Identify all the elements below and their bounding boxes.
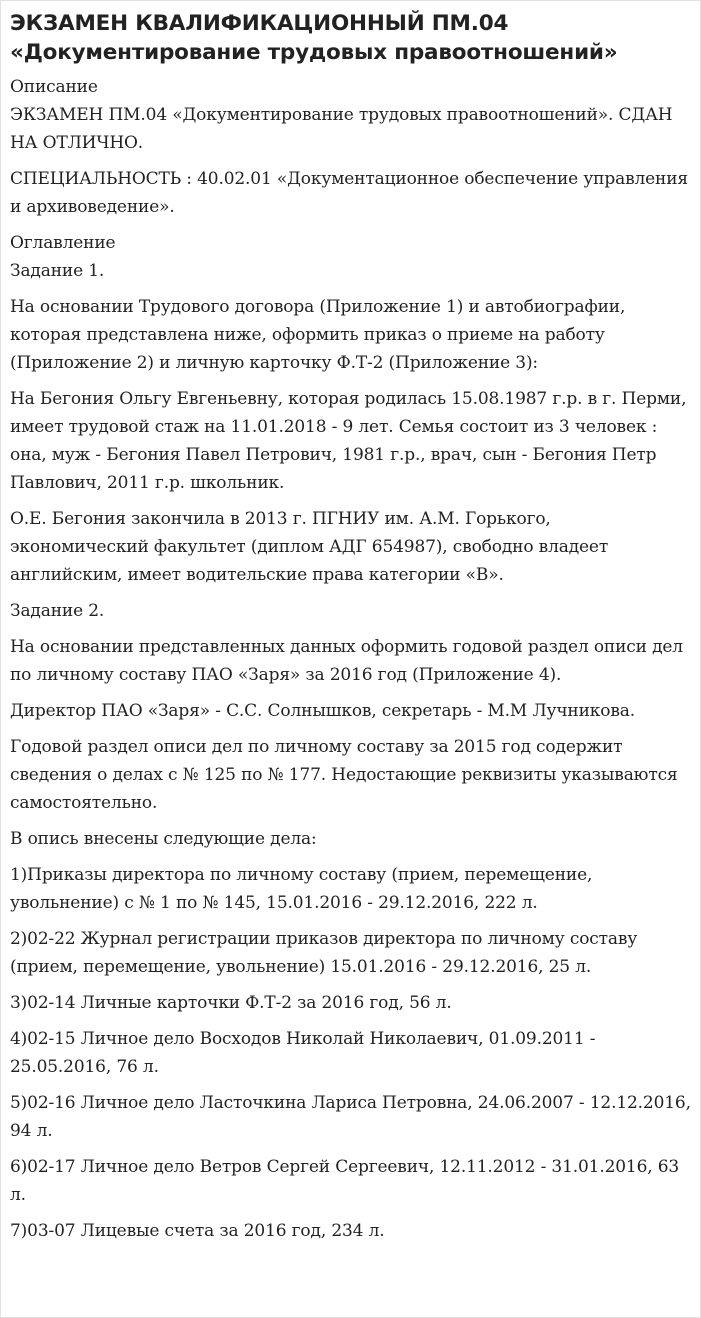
exam-status-text: ЭКЗАМЕН ПМ.04 «Документирование трудовых правоотношений». СДАН НА ОТЛИЧНО.	[10, 105, 673, 153]
page-title	[10, 9, 692, 67]
task-1-paragraph: На основании Трудового договора (Приложение 1) и автобиографии, которая представлена ниже, оформить приказ о приеме на работу (Приложение 2) и личную карточку Ф.Т-2 (Приложение 3):	[10, 297, 626, 373]
list-item: 5)02-16 Личное дело Ласточкина Лариса Петровна, 24.06.2007 - 12.12.2016, 94 л.	[10, 1093, 691, 1141]
list-item: 2)02-22 Журнал регистрации приказов директора по личному составу (прием, перемещение, увольнение) 15.01.2016 - 29.12.2016, 25 л.	[10, 929, 638, 977]
task-1-paragraph: О.Е. Бегония закончила в 2013 г. ПГНИУ им. А.М. Горького, экономический факультет (диплом АДГ 654987), свободно владеет английским, имеет водительские права категории «В».	[10, 509, 609, 585]
page-title-line-2: «Документирование трудовых правоотношений»	[10, 40, 618, 65]
list-item: 6)02-17 Личное дело Ветров Сергей Сергеевич, 12.11.2012 - 31.01.2016, 63 л.	[10, 1157, 680, 1205]
list-item: 7)03-07 Лицевые счета за 2016 год, 234 л.	[10, 1221, 385, 1241]
specialty-text: СПЕЦИАЛЬНОСТЬ : 40.02.01 «Документационное обеспечение управления и архивоведение».	[10, 169, 688, 217]
list-item: 3)02-14 Личные карточки Ф.Т-2 за 2016 год, 56 л.	[10, 993, 452, 1013]
task-1-paragraph: На Бегония Ольгу Евгеньевну, которая родилась 15.08.1987 г.р. в г. Перми, имеет трудовой стаж на 11.01.2018 - 9 лет. Семья состоит из 3 человек : она, муж - Бегония Павел Петрович, 1981 г.р., врач, сын - Бегония Петр Павлович, 2011 г.р. школьник.	[10, 389, 687, 493]
task-2-paragraph: В опись внесены следующие дела:	[10, 829, 317, 849]
task-2-paragraph: Директор ПАО «Заря» - С.С. Солнышков, секретарь - М.М Лучникова.	[10, 701, 636, 721]
task-2-paragraph: На основании представленных данных оформить годовой раздел описи дел по личному составу ПАО «Заря» за 2016 год (Приложение 4).	[10, 637, 683, 685]
page-title-line-1: ЭКЗАМЕН КВАЛИФИКАЦИОННЫЙ ПМ.04	[10, 11, 509, 36]
list-item: 1)Приказы директора по личному составу (прием, перемещение, увольнение) с № 1 по № 145, 15.01.2016 - 29.12.2016, 222 л.	[10, 865, 593, 913]
toc-label: Оглавление	[10, 233, 116, 253]
task-2-paragraph: Годовой раздел описи дел по личному составу за 2015 год содержит сведения о делах с № 125 по № 177. Недостающие реквизиты указываются самостоятельно.	[10, 737, 678, 813]
task-2-heading: Задание 2.	[10, 601, 105, 621]
document-content	[1, 1, 700, 1245]
description-label: Описание	[10, 77, 98, 97]
list-item: 4)02-15 Личное дело Восходов Николай Николаевич, 01.09.2011 - 25.05.2016, 76 л.	[10, 1029, 596, 1077]
task-1-heading: Задание 1.	[10, 261, 105, 281]
